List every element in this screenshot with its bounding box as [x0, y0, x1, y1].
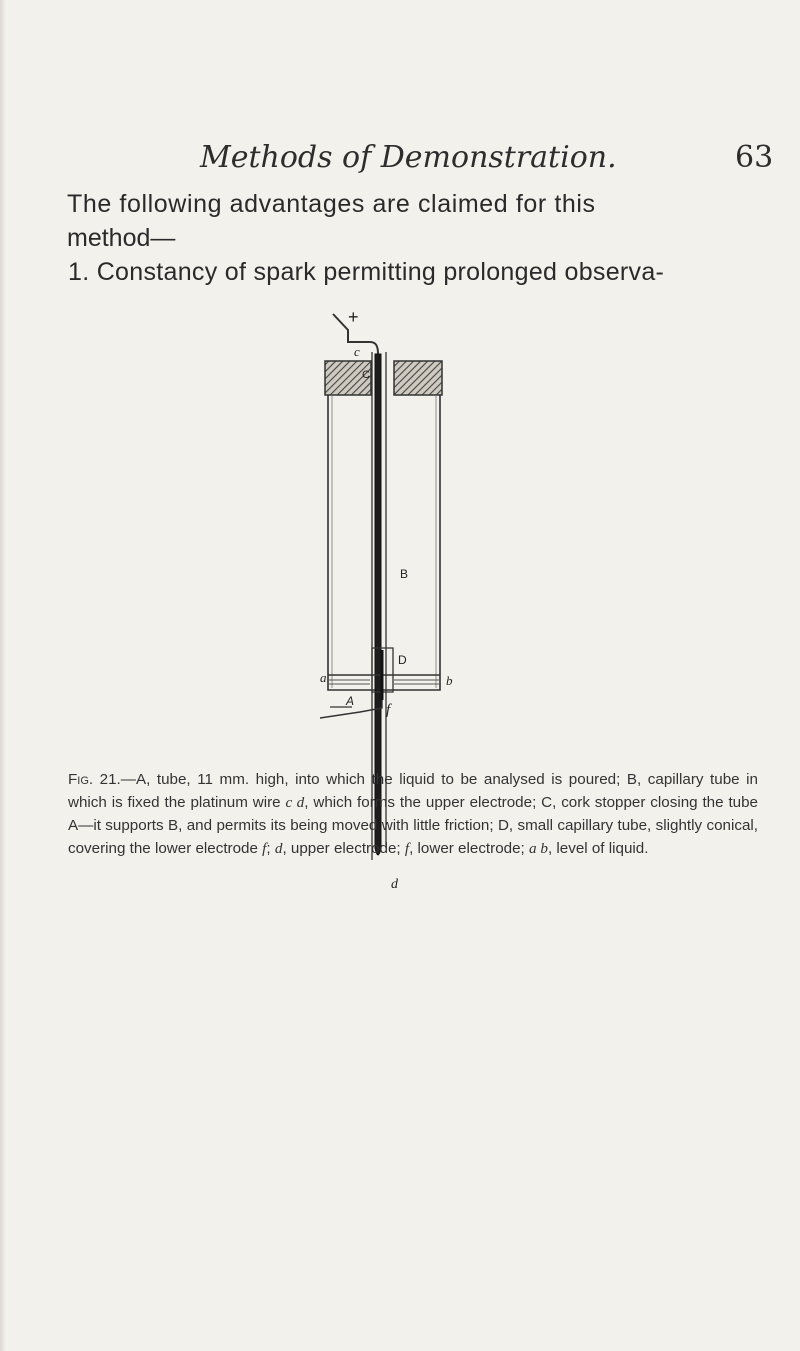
- wire-lead-bend: [370, 342, 378, 354]
- caption-text-3: ;: [266, 840, 275, 857]
- label-c: c: [354, 344, 360, 359]
- body-line-1: The following advantages are claimed for this: [67, 190, 596, 218]
- figure-label: Fig. 21.: [68, 771, 121, 788]
- caption-text-2: , which forms the upper electrode; C, cork stopper closing the tube A—it supports B, and permits its being moved with little friction; D, small capillary tube, slightly conical, covering the lower electrode: [68, 794, 758, 857]
- page-number: 63: [735, 140, 774, 175]
- body-line-2: method—: [67, 224, 176, 252]
- caption-text-4: , upper electrode;: [282, 840, 405, 857]
- cork-stopper-right: [394, 361, 442, 395]
- figure-caption: [68, 768, 758, 860]
- label-C: C: [362, 369, 370, 381]
- caption-f-2: f: [404, 840, 410, 857]
- caption-text-5: , lower electrode;: [409, 840, 529, 857]
- label-b: b: [446, 673, 453, 688]
- label-D: D: [398, 653, 407, 667]
- caption-ab: a b: [528, 840, 548, 857]
- label-B: B: [400, 567, 409, 581]
- label-a: a: [320, 670, 327, 685]
- caption-d: d: [274, 840, 283, 857]
- caption-wire: c d: [285, 794, 305, 811]
- running-title: Methods of Demonstration.: [200, 140, 617, 175]
- caption-f-1: f: [262, 840, 267, 857]
- label-f: f: [386, 702, 391, 718]
- label-plus: +: [348, 307, 359, 327]
- label-d: d: [391, 877, 398, 892]
- running-head: [0, 140, 800, 180]
- caption-text-6: , level of liquid.: [547, 840, 649, 857]
- tube-a: [328, 395, 440, 690]
- label-A: A: [346, 694, 355, 708]
- caption-text-1: —A, tube, 11 mm. high, into which the liquid to be analysed is poured; B, capillary tube in which is fixed the platinum wire: [68, 771, 758, 811]
- page-edge: [0, 0, 6, 1351]
- body-line-3: 1. Constancy of spark permitting prolonged observa-: [68, 258, 665, 286]
